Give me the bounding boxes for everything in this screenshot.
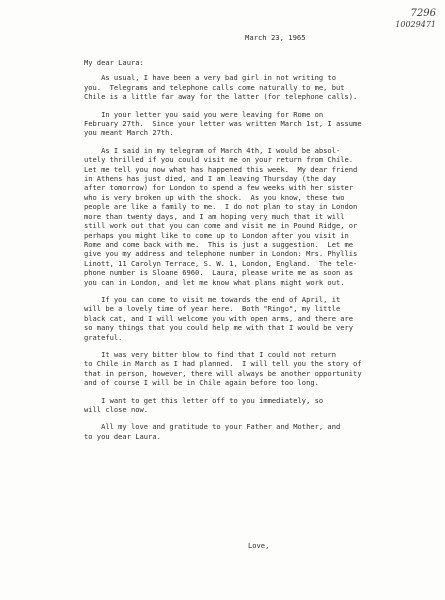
letter-line: Let me tell you now what has happened this week. My dear friend bbox=[84, 164, 358, 174]
letter-line: Linott, 11 Carolyn Terrace, S. W. 1, London, England. The tele- bbox=[84, 258, 358, 268]
letter-line: to Chile in March as I had planned. I will tell you the story of bbox=[84, 359, 362, 369]
letter-paragraph bbox=[84, 146, 414, 287]
letter-line: still work out that you can come and visit me in Pound Ridge, or bbox=[84, 221, 358, 231]
letter-line: perhaps you might like to come up to London after you visit in bbox=[84, 230, 349, 240]
archive-catalog-mark bbox=[395, 8, 436, 30]
salutation: My dear Laura: bbox=[84, 58, 144, 67]
letter-paragraph bbox=[84, 295, 414, 342]
letter-line: in Athens has just died, and I am leaving Thursday (the day bbox=[84, 174, 336, 184]
letter-line: utely thrilled if you could visit me on your return from Chile. bbox=[84, 155, 354, 165]
letter-paragraph bbox=[84, 350, 414, 388]
letter-line: more than twenty days, and I am hoping very much that it will bbox=[84, 211, 345, 221]
letter-line: black cat, and I will welcome you with open arms, and there are bbox=[84, 313, 354, 323]
letter-line: people are like a family to me. I do not plan to stay in London bbox=[84, 202, 358, 212]
letter-line: you can in London, and let me know what plans might work out. bbox=[84, 277, 345, 287]
letter-paragraph bbox=[84, 396, 414, 415]
letter-paragraph bbox=[84, 422, 414, 441]
archive-code-secondary: 10029471 bbox=[395, 20, 436, 29]
letter-line: so many things that you could help me with that I would be very bbox=[84, 323, 354, 333]
letter-line: will be a lovely time of year here. Both "Ringo", my little bbox=[84, 304, 341, 314]
letter-line: phone number is Sloane 6960. Laura, please write me as soon as bbox=[84, 268, 354, 278]
letter-line: All my love and gratitude to your Father and Mother, and bbox=[84, 422, 341, 432]
letter-line: you meant March 27th. bbox=[84, 128, 174, 138]
letter-line: after tomorrow) for London to spend a few weeks with her sister bbox=[84, 183, 354, 193]
letter-line: I want to get this letter off to you immediately, so bbox=[84, 395, 324, 405]
letter-line: In your letter you said you were leaving for Rome on bbox=[84, 109, 324, 119]
letter-date: March 23, 1965 bbox=[245, 33, 306, 42]
letter-body bbox=[84, 58, 414, 449]
archive-code-primary: 7296 bbox=[410, 8, 436, 19]
letter-line: you. Telegrams and telephone calls come naturally to me, but bbox=[84, 82, 345, 92]
letter-line: Chile is a little far away for the latter (for telephone calls). bbox=[84, 92, 358, 102]
letter-line: If you can come to visit me towards the end of April, it bbox=[84, 294, 341, 304]
letter-closing: Love, bbox=[248, 541, 270, 550]
letter-paragraph bbox=[84, 110, 414, 138]
letter-line: will close now. bbox=[84, 405, 149, 414]
letter-line: February 27th. Since your letter was written March 1st, I assume bbox=[84, 119, 362, 129]
letter-line: give you my address and telephone number in London: Mrs. Phyllis bbox=[84, 249, 358, 259]
letter-line: grateful. bbox=[84, 332, 123, 342]
letter-paragraphs bbox=[84, 73, 414, 441]
letter-line: Rome and come back with me. This is just a suggestion. Let me bbox=[84, 239, 354, 249]
letter-line: that in person, however, there will always be another opportunity bbox=[84, 368, 362, 378]
letter-line: As I said in my telegram of March 4th, I would be absol- bbox=[84, 145, 341, 155]
letter-line: to you dear Laura. bbox=[84, 431, 161, 441]
letter-line: and of course I will be in Chile again before too long. bbox=[84, 378, 319, 388]
letter-line: who is very broken up with the shock. As you know, these two bbox=[84, 192, 345, 202]
letter-line: As usual, I have been a very bad girl in not writing to bbox=[84, 73, 336, 83]
letter-line: It was very bitter blow to find that I could not return bbox=[84, 349, 336, 359]
letter-paragraph bbox=[84, 73, 414, 101]
